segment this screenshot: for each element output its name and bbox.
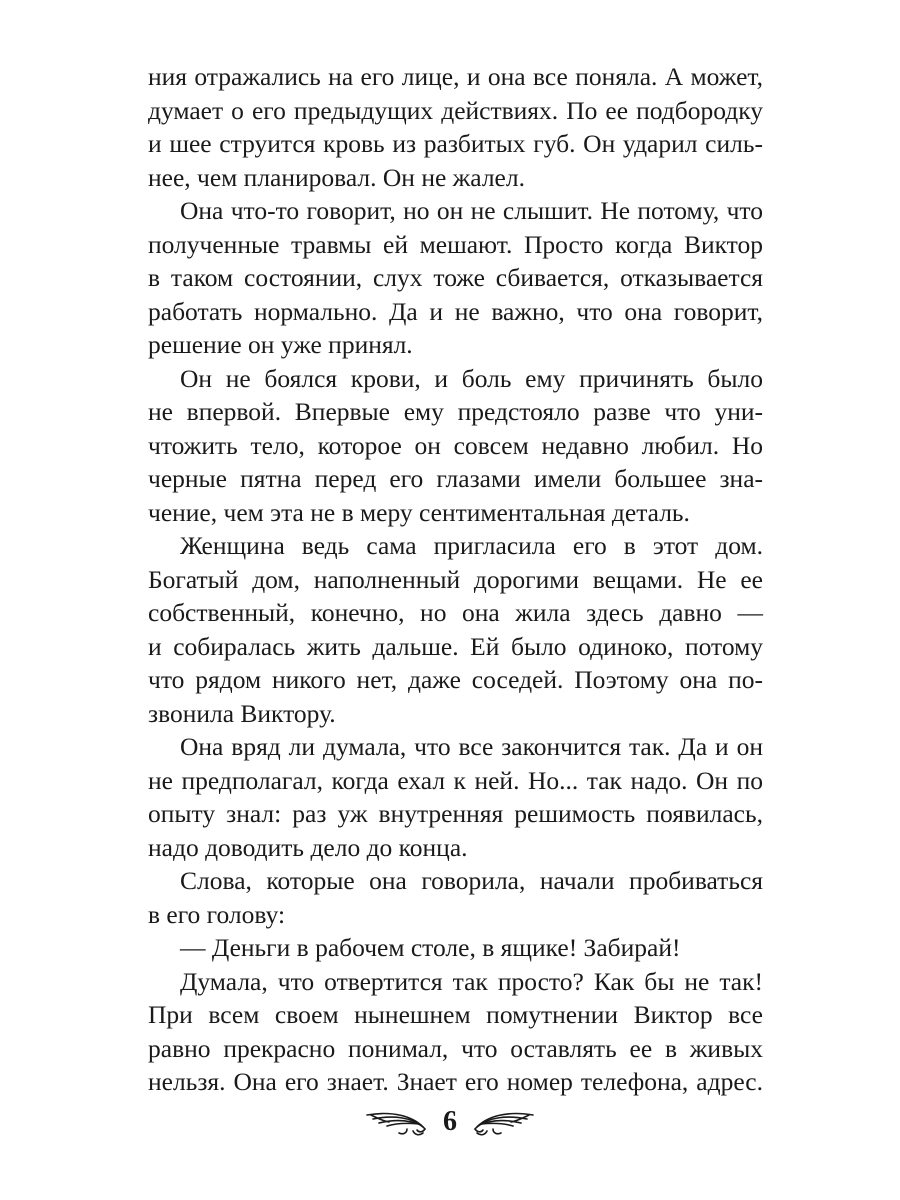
page-footer [0,1102,900,1142]
text-line: и шее струится кровь из разбитых губ. Он ударил силь- [148,129,763,158]
text-line: что рядом никого нет, даже соседей. Поэтому она по- [148,665,763,694]
text-line: думает о его предыдущих действиях. По ее подбородку [148,95,763,125]
text-line: равно прекрасно понимал, что оставлять ее в живых [148,1033,763,1063]
text-line: полученные травмы ей мешают. Просто когда Виктор [148,229,763,259]
paragraph-first-line: Она вряд ли думала, что все закончится так. Да и он [180,732,763,761]
text-line: чтожить тело, которое он совсем недавно любил. Но [148,430,763,460]
text-line: и собиралась жить дальше. Ей было одиноко, потому [148,631,763,661]
text-line: не предполагал, когда ехал к ней. Но... так надо. Он по [148,765,763,795]
text-line: не впервой. Впервые ему предстояло разве что уни- [148,397,763,426]
text-line: звонила Виктору. [148,698,336,728]
paragraph-first-line: Она что-то говорит, но он не слышит. Не потому, что [180,196,763,225]
paragraph-first-line: Он не боялся крови, и боль ему причинять было [180,363,763,393]
text-line: чение, чем эта не в меру сентиментальная деталь. [148,497,690,527]
text-line: черные пятна перед его глазами имели большее зна- [148,464,763,493]
paragraph-first-line: Женщина ведь сама пригласила его в этот дом. [180,531,763,560]
text-line: Богатый дом, наполненный дорогими вещами. Не ее [148,564,763,594]
text-line: работать нормально. Да и не важно, что она говорит, [148,296,763,326]
page-number: 6 [443,1106,457,1137]
paragraph-first-line: Слова, которые она говорила, начали пробиваться [180,866,763,895]
body-text [148,60,763,1099]
text-line: опыту знал: раз уж внутренняя решимость появилась, [148,799,763,828]
text-line: решение он уже принял. [148,330,413,359]
text-line: надо доводить дело до конца. [148,832,468,862]
wing-ornament-right-icon [473,1105,537,1139]
paragraph-first-line: Думала, что отвертится так просто? Как бы не так! [180,966,763,996]
text-line: ния отражались на его лице, и она все поняла. А может, [148,62,763,91]
dialogue-line: — Деньги в рабочем столе, в ящике! Забирай! [180,933,681,962]
text-line: При всем своем нынешнем помутнении Виктор все [148,1000,763,1029]
wing-ornament-left-icon [363,1105,427,1139]
text-line: в таком состоянии, слух тоже сбивается, отказывается [148,263,763,292]
text-line: собственный, конечно, но она жила здесь давно — [148,598,763,627]
text-line: нее, чем планировал. Он не жалел. [148,162,525,192]
text-line: в его голову: [148,899,286,929]
text-line: нельзя. Она его знает. Знает его номер телефона, адрес. [148,1067,763,1096]
